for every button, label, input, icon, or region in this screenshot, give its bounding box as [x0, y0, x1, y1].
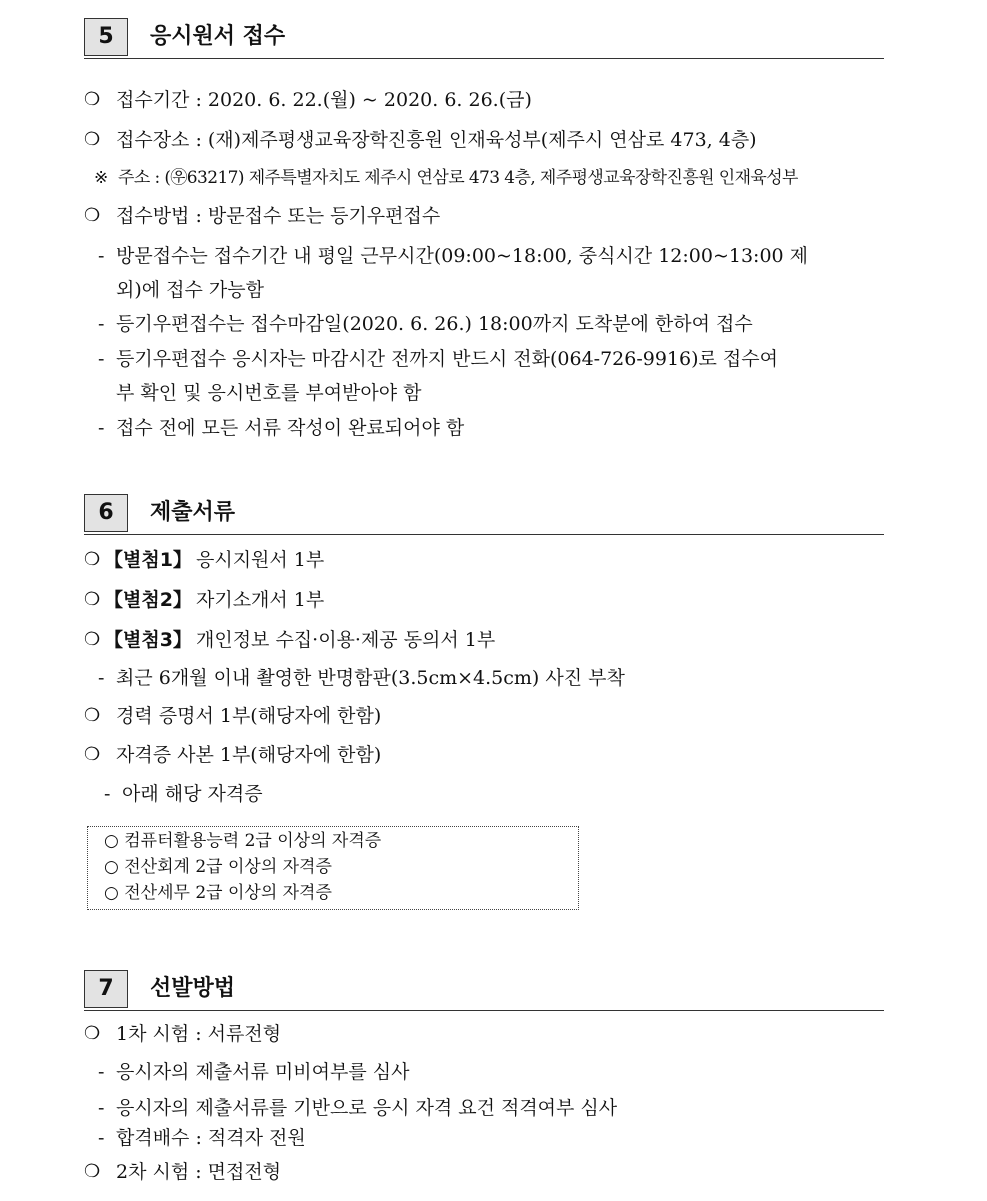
sub-item-text: 등기우편접수는 접수마감일(2020. 6. 26.) 18:00까지 도착분에 한하여 접수	[116, 313, 753, 335]
section-number: 7	[84, 970, 128, 1008]
circle-bullet-icon: ❍	[84, 744, 101, 765]
sub-item-text: 부 확인 및 응시번호를 부여받아야 함	[116, 382, 422, 404]
circle-bullet-icon: ❍	[84, 1023, 101, 1044]
sub-item-text: 합격배수 : 적격자 전원	[116, 1127, 306, 1149]
dash-bullet: -	[98, 245, 105, 267]
attachment-text: 자기소개서 1부	[196, 589, 325, 611]
section-number: 5	[84, 18, 128, 56]
dash-bullet: -	[98, 1127, 105, 1149]
circle-bullet-icon: ❍	[84, 705, 101, 726]
dash-bullet: -	[98, 1097, 105, 1119]
attachment-tag: 【별첨3】	[104, 629, 192, 651]
application-period: 접수기간 : 2020. 6. 22.(월) ~ 2020. 6. 26.(금)	[116, 89, 532, 111]
qualification-box	[87, 826, 579, 910]
sub-item-text: 최근 6개월 이내 촬영한 반명함판(3.5cm×4.5cm) 사진 부착	[116, 667, 625, 689]
circle-bullet-icon: ❍	[84, 205, 101, 226]
dash-bullet: -	[98, 417, 105, 439]
dash-bullet: -	[98, 348, 105, 370]
attachment-text: 응시지원서 1부	[196, 549, 325, 571]
qualification-item: ○ 전산세무 2급 이상의 자격증	[104, 883, 332, 903]
section-6-header	[84, 494, 884, 535]
section-title: 선발방법	[150, 976, 236, 1001]
circle-bullet-icon: ❍	[84, 129, 101, 150]
circle-bullet-icon: ❍	[84, 1161, 101, 1182]
section-number: 6	[84, 494, 128, 532]
section-5-header	[84, 18, 884, 59]
circle-bullet-icon: ❍	[84, 89, 101, 110]
section-title: 응시원서 접수	[150, 24, 286, 49]
reference-mark-icon: ※	[94, 168, 108, 188]
license-copy: 자격증 사본 1부(해당자에 한함)	[116, 744, 382, 766]
first-exam: 1차 시험 : 서류전형	[116, 1023, 282, 1045]
attachment-tag: 【별첨2】	[104, 589, 192, 611]
dash-bullet: -	[98, 313, 105, 335]
dash-bullet: -	[98, 1061, 105, 1083]
attachment-tag: 【별첨1】	[104, 549, 192, 571]
career-certificate: 경력 증명서 1부(해당자에 한함)	[116, 705, 382, 727]
sub-item-text: 아래 해당 자격증	[122, 783, 263, 805]
dash-bullet: -	[104, 783, 111, 805]
qualification-item: ○ 전산회계 2급 이상의 자격증	[104, 857, 332, 877]
sub-item-text: 응시자의 제출서류 미비여부를 심사	[116, 1061, 410, 1083]
attachment-text: 개인정보 수집·이용·제공 동의서 1부	[196, 629, 496, 651]
second-exam: 2차 시험 : 면접전형	[116, 1161, 282, 1183]
dash-bullet: -	[98, 667, 105, 689]
sub-item-text: 응시자의 제출서류를 기반으로 응시 자격 요건 적격여부 심사	[116, 1097, 618, 1119]
sub-item-text: 방문접수는 접수기간 내 평일 근무시간(09:00~18:00, 중식시간 12:00~13:00 제	[116, 245, 809, 267]
circle-bullet-icon: ❍	[84, 629, 101, 650]
application-place: 접수장소 : (재)제주평생교육장학진흥원 인재육성부(제주시 연삼로 473, 4층)	[116, 129, 757, 151]
application-method: 접수방법 : 방문접수 또는 등기우편접수	[116, 205, 441, 227]
circle-bullet-icon: ❍	[84, 549, 101, 570]
sub-item-text: 등기우편접수 응시자는 마감시간 전까지 반드시 전화(064-726-9916)로 접수여	[116, 348, 778, 370]
section-title: 제출서류	[150, 500, 236, 525]
section-7-header	[84, 970, 884, 1011]
address-text: 주소 : (㉾63217) 제주특별자치도 제주시 연삼로 473 4층, 제주평생교육장학진흥원 인재육성부	[118, 168, 798, 188]
sub-item-text: 외)에 접수 가능함	[116, 279, 264, 301]
circle-bullet-icon: ❍	[84, 589, 101, 610]
qualification-item: ○ 컴퓨터활용능력 2급 이상의 자격증	[104, 831, 382, 851]
sub-item-text: 접수 전에 모든 서류 작성이 완료되어야 함	[116, 417, 465, 439]
